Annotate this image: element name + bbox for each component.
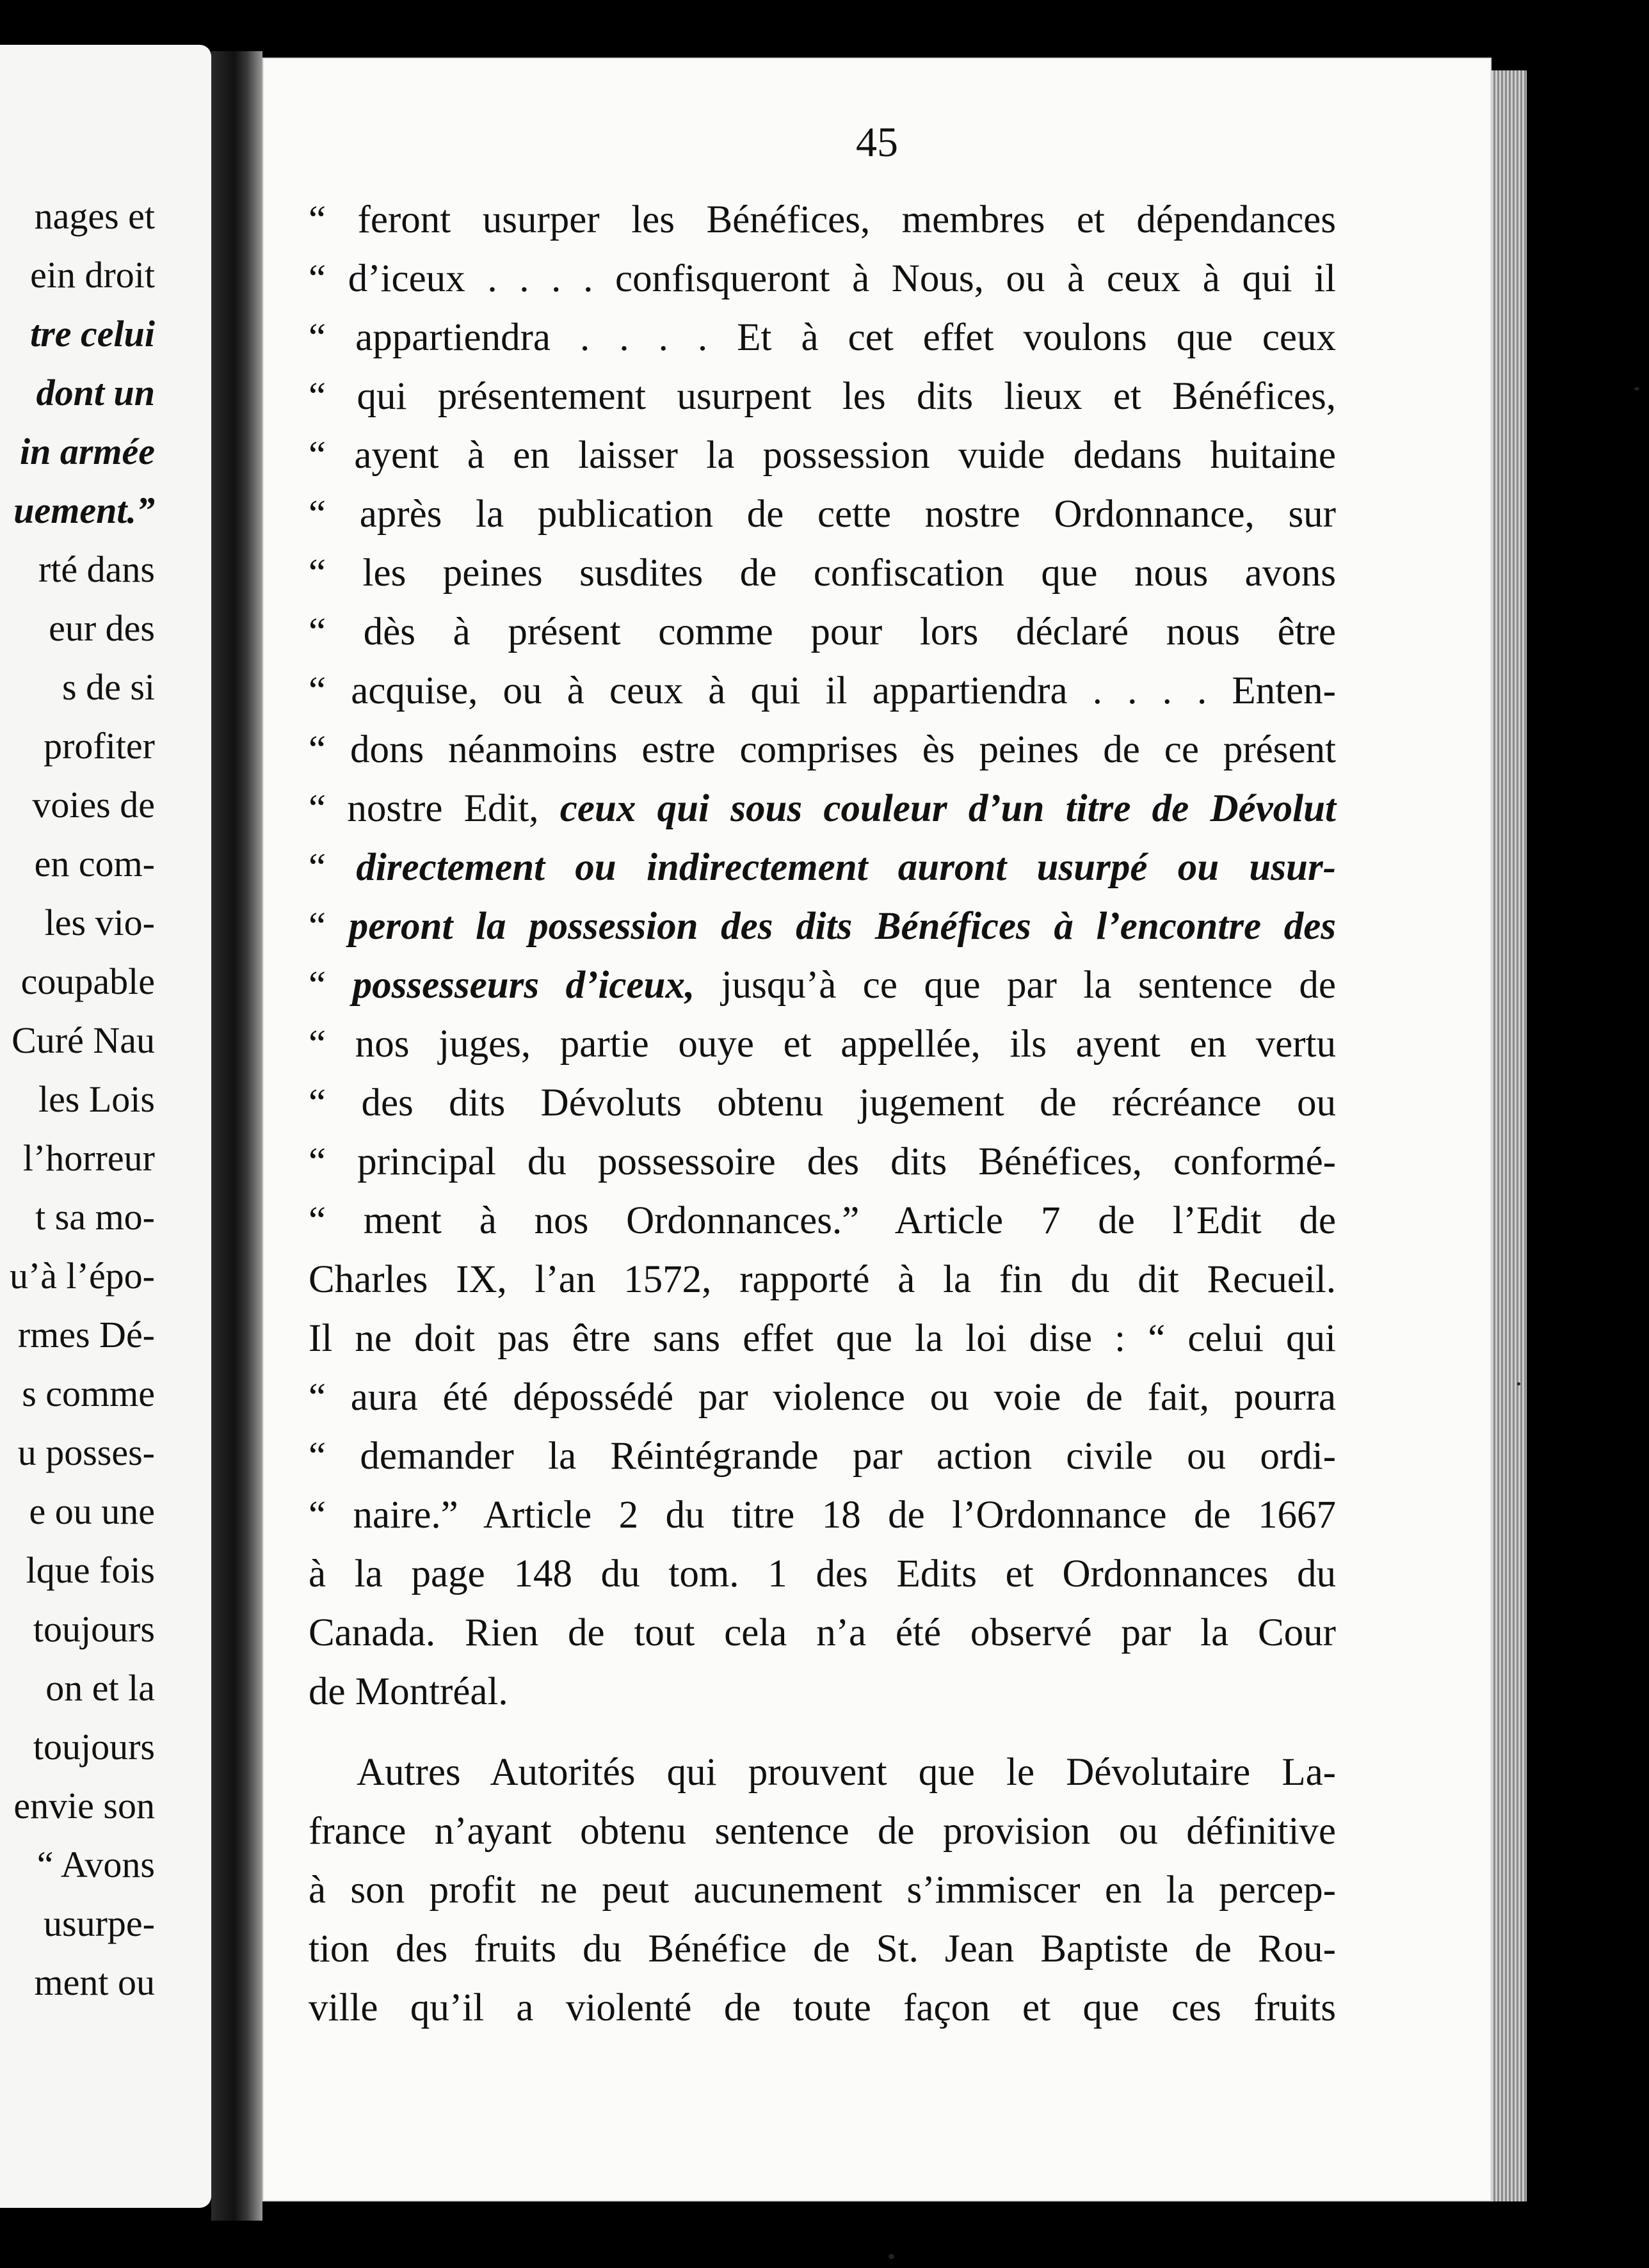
book-gutter [211,51,262,2221]
facing-page-line: usurpe- [44,1903,155,1944]
facing-page-line: toujours [33,1726,155,1768]
facing-page-line: tre celui [30,313,155,355]
facing-page-line: “ Avons [36,1844,155,1885]
text-line: Il ne doit pas être sans effet que la loi dise : “ celui qui [309,1317,1336,1360]
text-line: “ principal du possessoire des dits Bénéfices, conformé- [309,1140,1336,1183]
text-line: “ les peines susdites de confiscation que nous avons [309,552,1336,595]
facing-page-line: les vio- [44,902,155,943]
facing-page-text [10,187,155,2012]
facing-page-line: l’horreur [22,1137,155,1179]
facing-page-line: Curé Nau [12,1019,155,1061]
text-line: Autres Autorités qui prouvent que le Dévolutaire La- [357,1751,1336,1794]
scan-speck [1517,1382,1520,1386]
text-line: “ nos juges, partie ouye et appellée, ils ayent en vertu [309,1023,1336,1066]
text-line: “ dons néanmoins estre comprises ès peines de ce présent [309,728,1336,771]
facing-page-line: t sa mo- [35,1196,155,1238]
facing-page-line: profiter [44,725,155,767]
text-line: “ des dits Dévoluts obtenu jugement de récréance ou [309,1082,1336,1124]
page-body-text [309,191,1336,2038]
paragraph-gap [309,1721,1336,1743]
facing-page-line: e ou une [29,1490,155,1532]
text-line: “ naire.” Article 2 du titre 18 de l’Ordonnance de 1667 [309,1494,1336,1537]
scan-speck [889,2254,894,2259]
text-line: “ acquise, ou à ceux à qui il appartiendra . . . . Enten- [309,669,1336,712]
text-line: “ directement ou indirectement auront usurpé ou usur- [309,846,1336,889]
text-line: de Montréal. [309,1670,508,1713]
text-line: tion des fruits du Bénéfice de St. Jean Baptiste de Rou- [309,1928,1336,1970]
text-line: ville qu’il a violenté de toute façon et que ces fruits [309,1986,1336,2029]
facing-page-line: s de si [62,666,155,708]
text-line: “ qui présentement usurpent les dits lieux et Bénéfices, [309,375,1336,418]
facing-page-line: nages et [34,195,155,237]
text-line: à la page 148 du tom. 1 des Edits et Ordonnances du [309,1553,1336,1595]
facing-page-line: on et la [45,1667,155,1709]
facing-page-line: voies de [32,784,155,826]
facing-page-line: dont un [36,372,155,413]
text-line: “ nostre Edit, ceux qui sous couleur d’un titre de Dévolut [309,787,1336,830]
facing-page-line: rté dans [38,548,155,590]
text-line: “ appartiendra . . . . Et à cet effet voulons que ceux [309,316,1336,359]
facing-page-line: lque fois [26,1549,155,1591]
facing-page-line: u’à l’épo- [9,1255,155,1297]
text-line: “ d’iceux . . . . confisqueront à Nous, ou à ceux à qui il [309,257,1336,300]
facing-page-line: eur des [49,607,155,649]
facing-page-line: coupable [20,961,155,1002]
text-line: “ demander la Réintégrande par action civile ou ordi- [309,1435,1336,1478]
text-line: “ ment à nos Ordonnances.” Article 7 de l’Edit de [309,1199,1336,1242]
facing-page [0,45,211,2208]
facing-page-line: uement.” [13,490,155,531]
facing-page-line: toujours [33,1608,155,1650]
text-line: “ feront usurper les Bénéfices, membres et dépendances [309,198,1336,241]
text-line: “ après la publication de cette nostre Ordonnance, sur [309,493,1336,536]
facing-page-line: ment ou [34,1961,155,2003]
facing-page-line: les Lois [38,1078,155,1120]
text-line: Charles IX, l’an 1572, rapporté à la fin du dit Recueil. [309,1258,1336,1301]
page-number: 45 [856,119,898,166]
text-line: à son profit ne peut aucunement s’immiscer en la percep- [309,1869,1336,1912]
facing-page-line: envie son [13,1785,155,1826]
text-line: “ dès à présent comme pour lors déclaré nous être [309,611,1336,653]
text-line: france n’ayant obtenu sentence de provision ou définitive [309,1810,1336,1853]
facing-page-line: in armée [19,431,155,472]
facing-page-line: u posses- [17,1432,155,1473]
text-line: “ possesseurs d’iceux, jusqu’à ce que par la sentence de [309,964,1337,1007]
page-edges [1492,70,1527,2201]
facing-page-line: s comme [22,1373,155,1414]
text-line: “ aura été dépossédé par violence ou voie de fait, pourra [309,1376,1336,1419]
text-line: Canada. Rien de tout cela n’a été observé par la Cour [309,1611,1336,1654]
facing-page-line: rmes Dé- [17,1314,155,1355]
text-line: “ peront la possession des dits Bénéfices à l’encontre des [309,905,1337,948]
scan-speck [1634,387,1639,390]
facing-page-line: en com- [34,843,155,884]
facing-page-line: ein droit [30,254,155,296]
text-line: “ ayent à en laisser la possession vuide dedans huitaine [309,434,1336,477]
book-page [262,58,1492,2201]
